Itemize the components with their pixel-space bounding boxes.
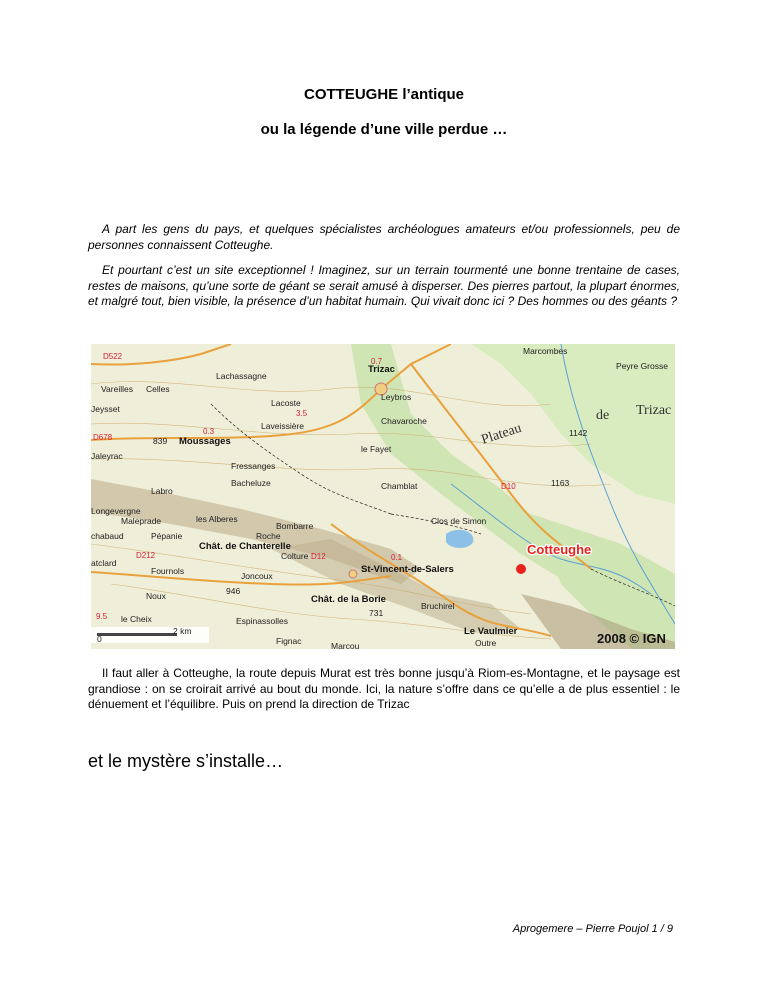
road-label: D12	[311, 552, 326, 561]
map-label-laveissiere: Laveissière	[261, 421, 304, 431]
page-subtitle: ou la légende d’une ville perdue …	[260, 121, 508, 138]
road-label: D10	[501, 482, 516, 491]
closing-line: et le mystère s’installe…	[88, 751, 284, 771]
map-elevation: 946	[226, 586, 241, 596]
map-label-lacoste: Lacoste	[271, 398, 301, 408]
map-label-chatchanterelle: Chât. de Chanterelle	[199, 541, 291, 552]
map-label-fressanges: Fressanges	[231, 461, 276, 471]
road-label: 0.7	[371, 357, 383, 366]
map-label-roche: Roche	[256, 531, 281, 541]
map-label-trizac: Trizac	[368, 364, 395, 375]
map-elevation: 731	[369, 608, 384, 618]
map-label-jaleyrac: Jaleyrac	[91, 451, 123, 461]
map-label-bacheluze: Bacheluze	[231, 478, 271, 488]
map-label-peyregrosse: Peyre Grosse	[616, 361, 668, 371]
map-label-stvincent: St-Vincent-de-Salers	[361, 564, 454, 575]
map-label-labro: Labro	[151, 486, 173, 496]
map-label-lachard: atclard	[91, 558, 117, 568]
map-copyright: 2008 © IGN	[597, 631, 666, 646]
map-label-leysset: Jeysset	[91, 404, 120, 414]
map-label-chamblat: Chamblat	[381, 481, 418, 491]
page-title: COTTEUGHE l’antique	[303, 86, 464, 103]
map-label-trizac-plateau: Trizac	[636, 403, 672, 418]
intro-paragraph	[88, 222, 680, 253]
road-label: D678	[93, 433, 113, 442]
route-paragraph-text: Il faut aller à Cotteughe, la route depuis Murat est très bonne jusqu’à Riom-es-Montagne, et le paysage est grandiose : on se croirait arrivé au bout du monde. Ici, la nature s’offre dans ce qu’elle a de plus essentiel : le dénuement et l’équilibre. Puis on prend la direction de Trizac	[88, 666, 680, 711]
map-label-longevergne: Longevergne	[91, 506, 141, 516]
map-label-closdesimon: Clos de Simon	[431, 516, 487, 526]
scale-end: 2 km	[173, 626, 192, 636]
road-label: D212	[136, 551, 156, 560]
map-label-lefayet: le Fayet	[361, 444, 392, 454]
route-paragraph	[88, 666, 680, 713]
map-label-lecheix: le Cheix	[121, 614, 152, 624]
map-label-moussages: Moussages	[179, 436, 231, 447]
map-label-marcou: Marcou	[331, 641, 360, 649]
map-label-vareilles: Vareilles	[101, 384, 133, 394]
map-label-de: de	[596, 408, 610, 423]
map-label-chabaud: chabaud	[91, 531, 124, 541]
map-label-leybros: Leybros	[381, 392, 412, 402]
ign-map	[91, 344, 675, 649]
map-label-chavaroche: Chavaroche	[381, 416, 427, 426]
map-label-marcombes: Marcombes	[523, 346, 568, 356]
road-label: 0.1	[391, 553, 403, 562]
cotteughe-label: Cotteughe	[527, 542, 592, 557]
map-label-pepanie: Pépanie	[151, 531, 183, 541]
scale-start: 0	[97, 634, 102, 644]
stvincent-marker	[349, 570, 357, 578]
map-elevation: 839	[153, 436, 168, 446]
intro-paragraph-text: A part les gens du pays, et quelques spécialistes archéologues amateurs et/ou professionnels, peu de personnes connaissent Cotteughe.	[88, 222, 680, 252]
map-label-espinassolles: Espinassolles	[236, 616, 288, 626]
map-elevation: 1163	[551, 478, 570, 488]
description-paragraph-text: Et pourtant c’est un site exceptionnel ! Imaginez, sur un terrain tourmenté une bonne trentaine de cases, restes de maisons, qu’une sorte de géant se serait amusé à disperser. Des pierres partout, la plupart énormes, et malgré tout, bien visible, la présence d’un habitat humain. Qui vivait donc ici ? Des hommes ou des géants ?	[88, 263, 680, 308]
road-label: 9.5	[96, 612, 108, 621]
page-footer: Aprogemere – Pierre Poujol 1 / 9	[512, 923, 673, 935]
map-label-colture: Colture	[281, 551, 309, 561]
map-label-plateau: Plateau	[479, 420, 524, 448]
cotteughe-marker	[516, 564, 526, 574]
map-label-celles: Celles	[146, 384, 170, 394]
map-label-noux: Noux	[146, 591, 166, 601]
map-label-fignac: Fignac	[276, 636, 302, 646]
map-label-maleprade: Maleprade	[121, 516, 162, 526]
road-label: 3.5	[296, 409, 308, 418]
map-label-lachassagne: Lachassagne	[216, 371, 267, 381]
map-label-bombarre: Bombarre	[276, 521, 314, 531]
description-paragraph	[88, 263, 680, 310]
map-label-outre: Outre	[475, 638, 497, 648]
map-elevation: 1142	[569, 428, 588, 438]
map-label-lesalberes: les Alberes	[196, 514, 238, 524]
map-label-levaulmier: Le Vaulmier	[464, 626, 518, 637]
map-label-bruchirel: Bruchirel	[421, 601, 455, 611]
road-label: 0.3	[203, 427, 215, 436]
road-label: D522	[103, 352, 123, 361]
map-label-chatlaborie: Chât. de la Borie	[311, 594, 386, 605]
map-label-fournols: Fournols	[151, 566, 185, 576]
scale-bar	[97, 633, 177, 636]
map-label-joncoux: Joncoux	[241, 571, 273, 581]
